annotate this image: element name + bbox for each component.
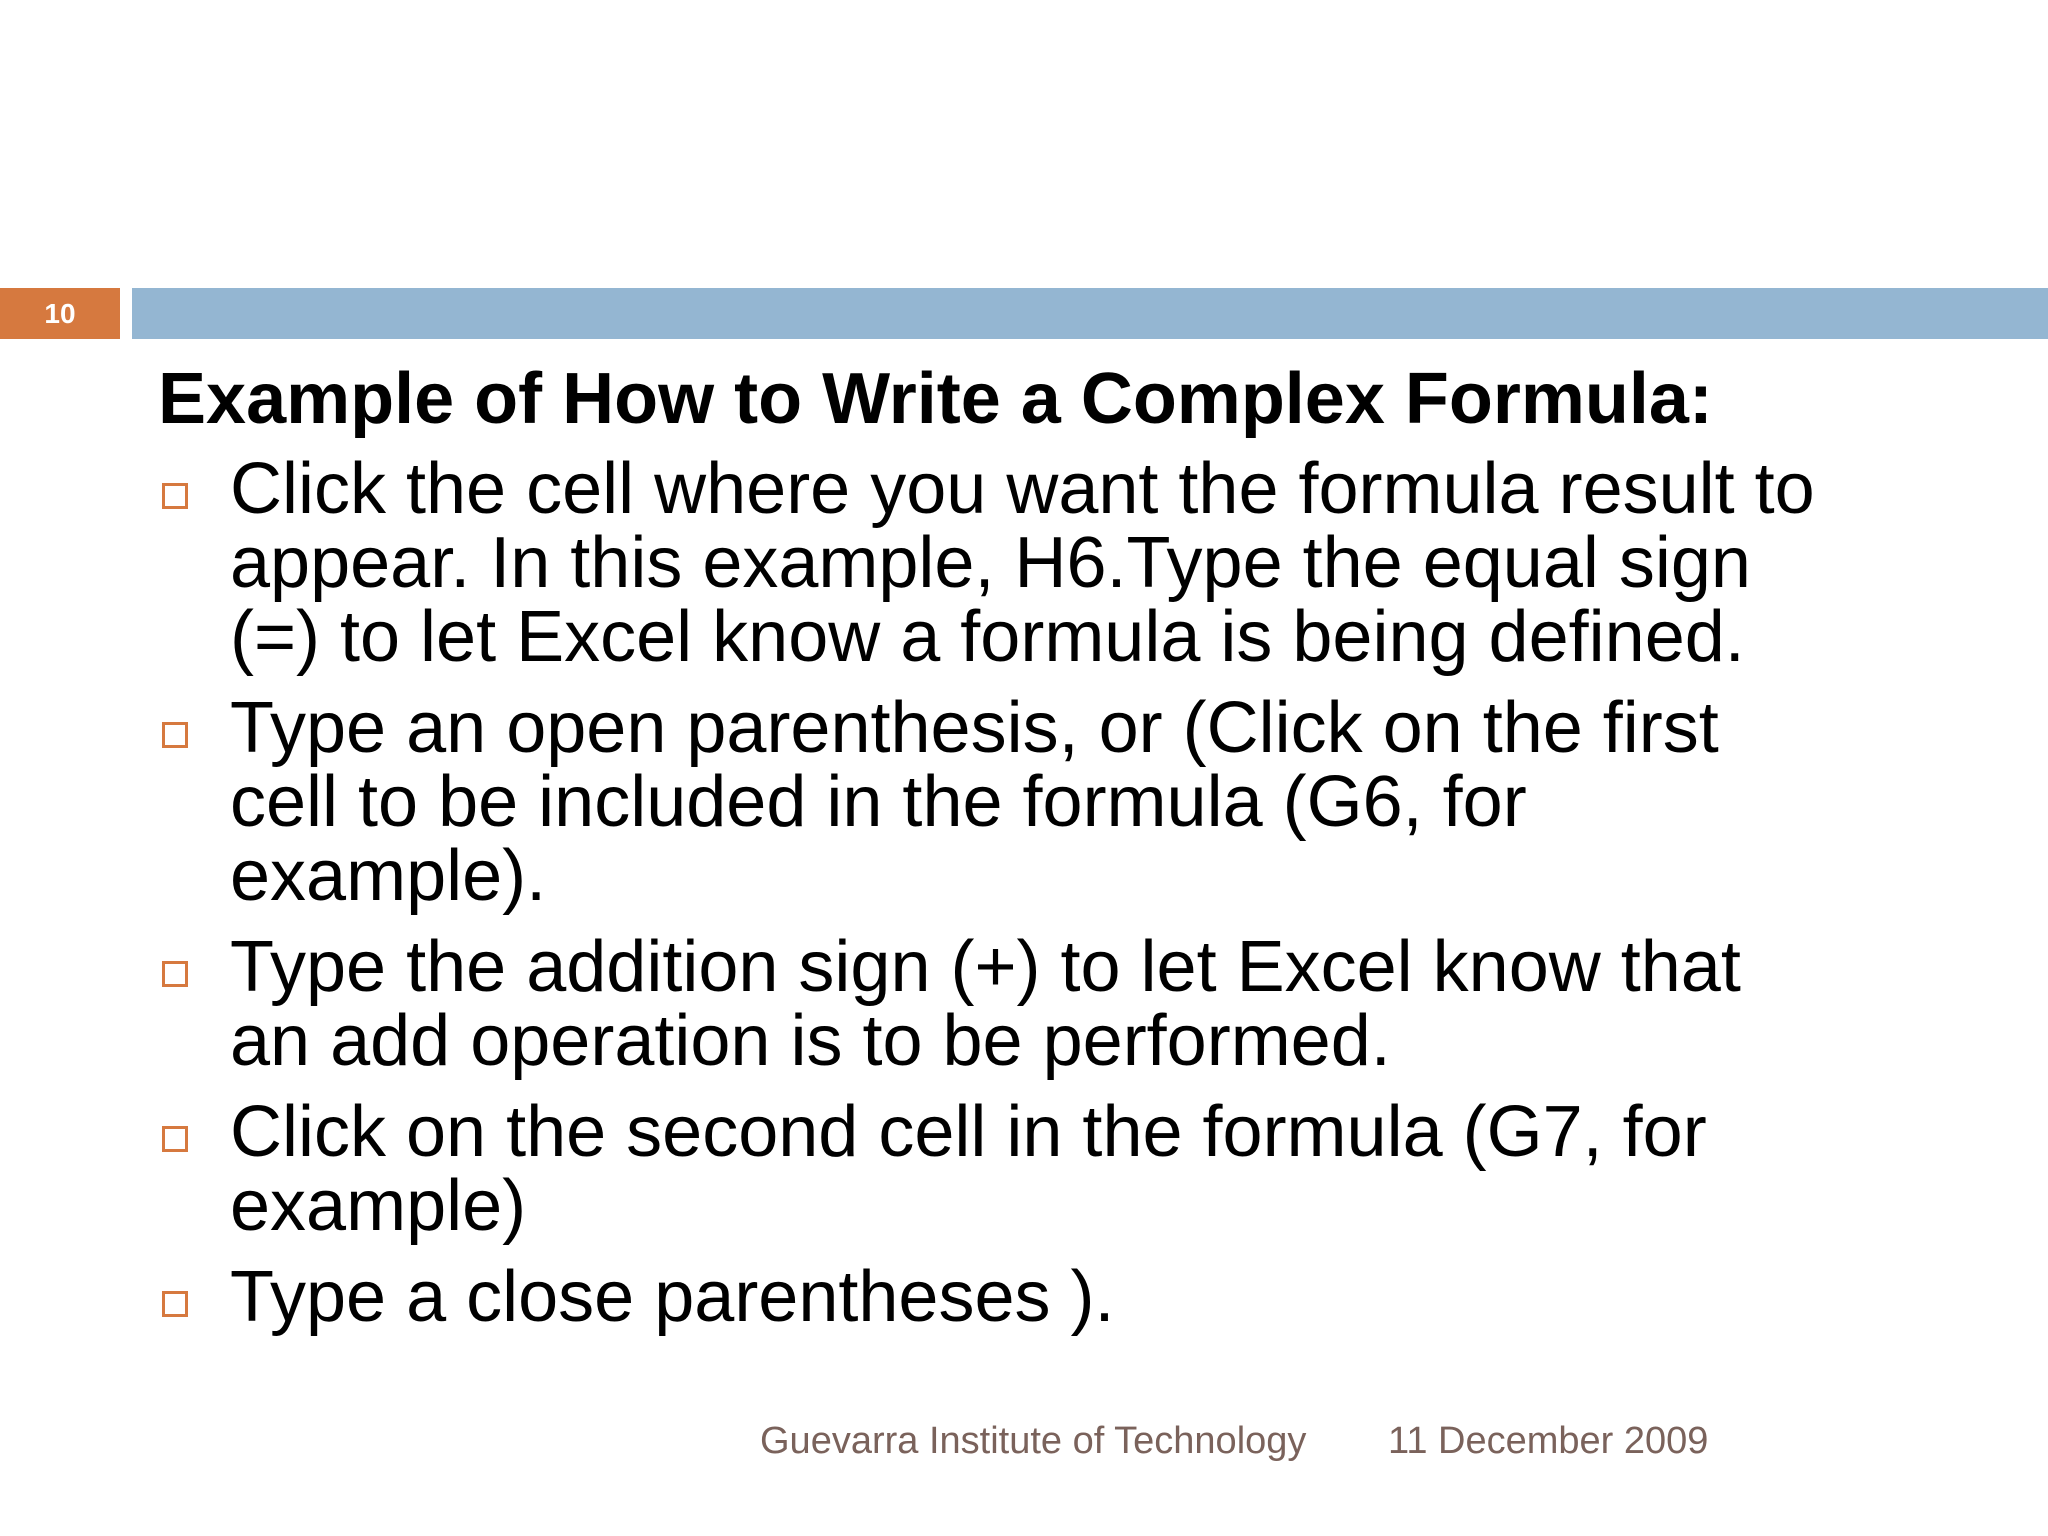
square-bullet-icon [162,1126,188,1152]
bullet-item [158,1257,1978,1337]
slide-number-badge [0,288,120,339]
square-bullet-icon [162,1291,188,1317]
square-bullet-icon [162,722,188,748]
square-bullet-icon [162,483,188,509]
bullet-text: Click on the second cell in the formula (G7, for example) [230,1092,1707,1246]
slide-title: Example of How to Write a Complex Formula: [158,359,1713,439]
bullet-item [158,688,1978,916]
square-bullet-icon [162,961,188,987]
bullet-item [158,927,1978,1081]
bullet-text: Type a close parentheses ). [230,1257,1115,1337]
bullet-item [158,1092,1978,1246]
bullet-text: Type an open parenthesis, or (Click on the first cell to be included in the formula (G6, for example). [230,688,1719,916]
bullet-list [158,449,1978,1351]
footer-organization: Guevarra Institute of Technology [760,1420,1307,1462]
footer-date: 11 December 2009 [1388,1420,1709,1462]
slide-number: 10 [44,297,76,329]
bullet-item [158,449,1978,677]
bullet-text: Type the addition sign (+) to let Excel know that an add operation is to be performed. [230,927,1741,1081]
bullet-text: Click the cell where you want the formula result to appear. In this example, H6.Type the equal sign (=) to let Excel know a formula is being defined. [230,449,1815,677]
header-bar [132,288,2048,339]
